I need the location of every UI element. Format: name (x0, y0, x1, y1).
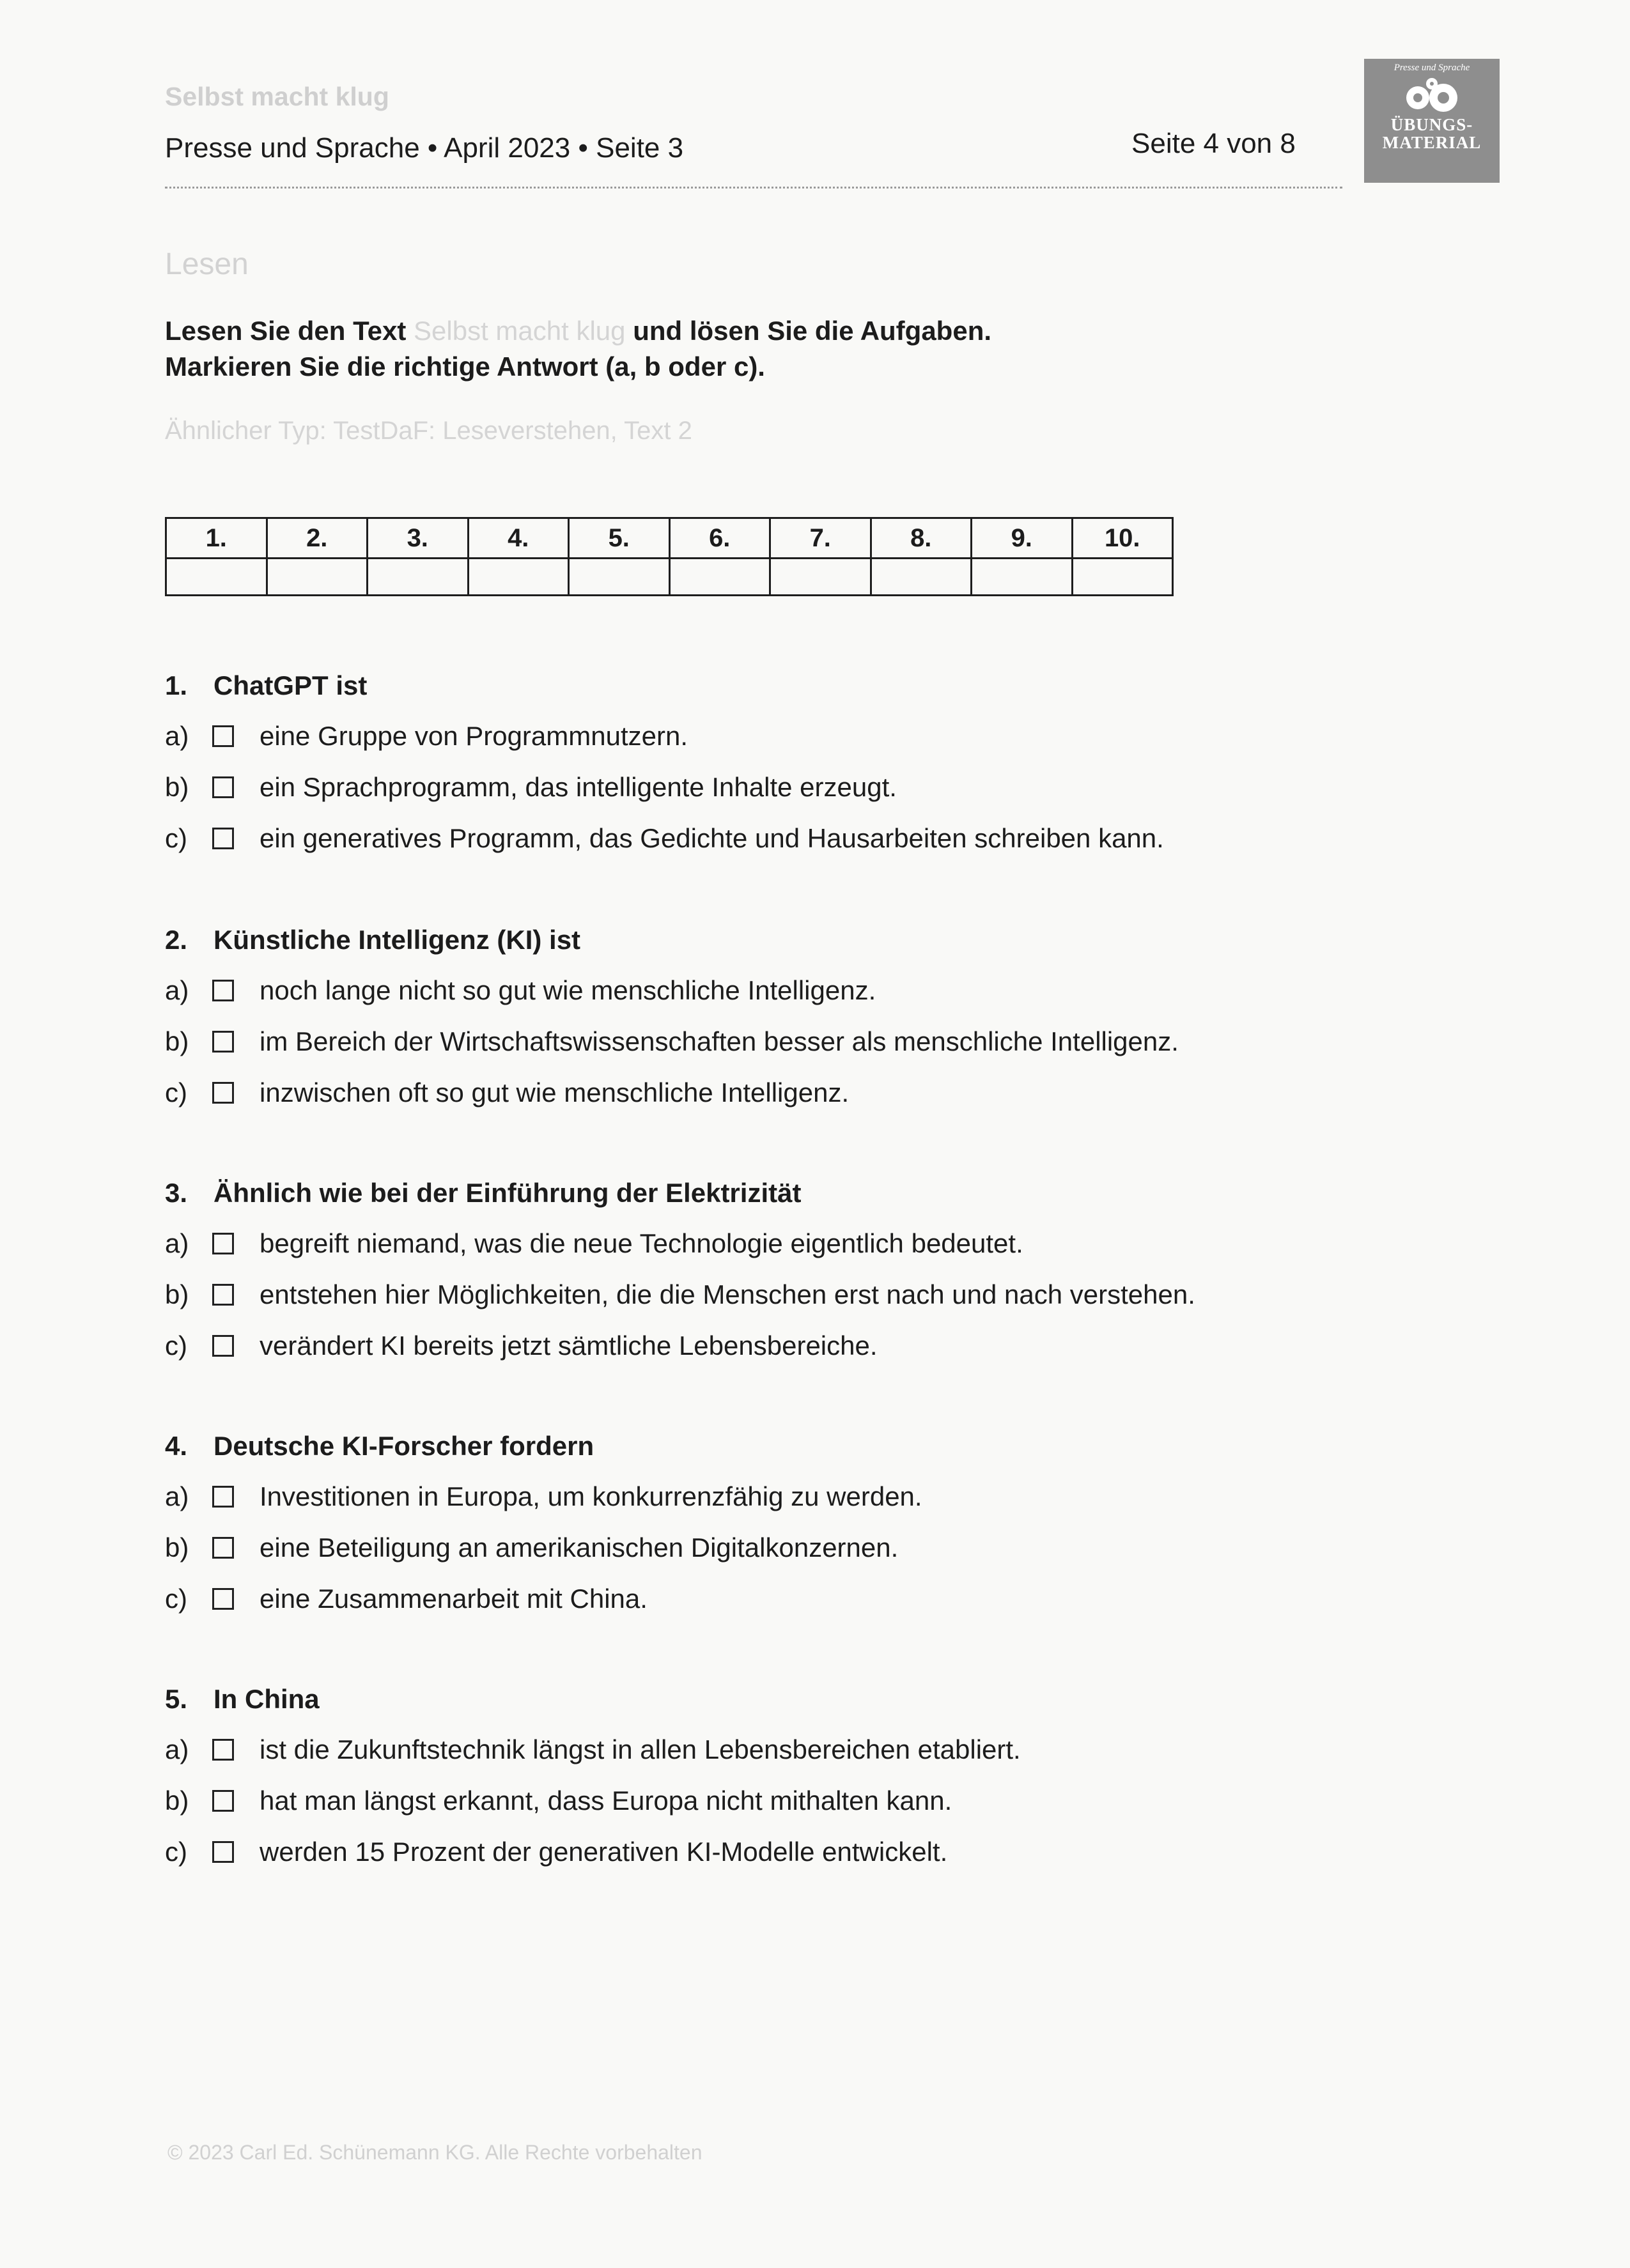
answer-option[interactable] (165, 711, 1379, 762)
option-text: Investitionen in Europa, um konkurrenzfähig zu werden. (260, 1481, 922, 1511)
option-checkbox[interactable] (212, 1841, 234, 1863)
option-checkbox[interactable] (212, 725, 234, 747)
instructions (165, 313, 991, 385)
answer-grid-header: 6. (669, 518, 770, 559)
question-text: In China (213, 1684, 320, 1714)
answer-grid-header: 2. (267, 518, 368, 559)
option-checkbox[interactable] (212, 776, 234, 798)
question-number: 2. (165, 925, 188, 955)
answer-grid-header: 8. (871, 518, 972, 559)
answer-grid-header: 5. (569, 518, 670, 559)
option-text: noch lange nicht so gut wie menschliche Intelligenz. (260, 975, 876, 1005)
answer-cell[interactable] (267, 559, 368, 596)
answer-option[interactable] (165, 1775, 1379, 1826)
option-checkbox[interactable] (212, 1486, 234, 1508)
page-number: Seite 4 von 8 (1131, 128, 1296, 159)
option-letter: b) (165, 1532, 189, 1562)
answer-option[interactable] (165, 1724, 1379, 1775)
question-title (165, 1168, 1379, 1218)
option-checkbox[interactable] (212, 1739, 234, 1761)
option-letter: b) (165, 1786, 189, 1816)
question-title (165, 1421, 1379, 1471)
answer-option[interactable] (165, 1522, 1379, 1573)
option-letter: c) (165, 1077, 187, 1107)
badge-top-text: Presse und Sprache (1393, 63, 1470, 73)
instruction-line2: Markieren Sie die richtige Antwort (a, b oder c). (165, 351, 765, 382)
option-text: im Bereich der Wirtschaftswissenschaften besser als menschliche Intelligenz. (260, 1026, 1179, 1056)
question-5 (165, 1674, 1379, 1878)
question-number: 1. (165, 670, 188, 700)
kicker-title: Selbst macht klug (165, 82, 389, 111)
answer-grid-header: 4. (468, 518, 569, 559)
material-badge (1364, 59, 1500, 183)
answer-option[interactable] (165, 1016, 1379, 1067)
answer-option[interactable] (165, 1269, 1379, 1320)
answer-cell[interactable] (166, 559, 267, 596)
option-checkbox[interactable] (212, 980, 234, 1001)
answer-option[interactable] (165, 965, 1379, 1016)
question-1 (165, 661, 1379, 864)
answer-option[interactable] (165, 1067, 1379, 1118)
question-4 (165, 1421, 1379, 1624)
question-text: Künstliche Intelligenz (KI) ist (213, 925, 581, 955)
option-text: begreift niemand, was die neue Technologie eigentlich bedeutet. (260, 1228, 1023, 1258)
option-checkbox[interactable] (212, 1284, 234, 1306)
answer-cell[interactable] (871, 559, 972, 596)
answer-grid-header-row (166, 518, 1173, 559)
option-checkbox[interactable] (212, 1588, 234, 1610)
section-title: Lesen (165, 247, 249, 281)
answer-option[interactable] (165, 1826, 1379, 1878)
option-letter: a) (165, 975, 189, 1005)
answer-cell[interactable] (1072, 559, 1173, 596)
gears-icon (1393, 76, 1470, 116)
answer-cell[interactable] (770, 559, 871, 596)
option-letter: b) (165, 772, 189, 802)
question-text: ChatGPT ist (213, 670, 368, 700)
question-title (165, 915, 1379, 965)
answer-cell[interactable] (569, 559, 670, 596)
option-text: ein Sprachprogramm, das intelligente Inhalte erzeugt. (260, 772, 897, 802)
answer-cell[interactable] (972, 559, 1073, 596)
option-letter: a) (165, 1228, 189, 1258)
question-2 (165, 915, 1379, 1118)
option-text: eine Zusammenarbeit mit China. (260, 1584, 648, 1614)
instruction-prefix: Lesen Sie den Text (165, 316, 407, 346)
answer-grid-header: 10. (1072, 518, 1173, 559)
option-letter: a) (165, 1481, 189, 1511)
answer-grid-header: 7. (770, 518, 871, 559)
option-letter: a) (165, 1734, 189, 1764)
instruction-suffix: und lösen Sie die Aufgaben. (633, 316, 992, 346)
instruction-text-title: Selbst macht klug (414, 316, 626, 346)
question-text: Ähnlich wie bei der Einführung der Elektrizität (213, 1178, 802, 1208)
question-number: 5. (165, 1684, 188, 1714)
option-text: werden 15 Prozent der generativen KI-Modelle entwickelt. (260, 1837, 948, 1867)
answer-option[interactable] (165, 1573, 1379, 1624)
option-letter: c) (165, 1837, 187, 1867)
option-letter: c) (165, 1331, 187, 1361)
option-text: inzwischen oft so gut wie menschliche Intelligenz. (260, 1077, 850, 1107)
option-checkbox[interactable] (212, 1335, 234, 1357)
similar-type-note: Ähnlicher Typ: TestDaF: Leseverstehen, Text 2 (165, 417, 692, 445)
option-text: hat man längst erkannt, dass Europa nicht mithalten kann. (260, 1786, 952, 1816)
answer-grid-header: 9. (972, 518, 1073, 559)
option-text: eine Beteiligung an amerikanischen Digitalkonzernen. (260, 1532, 899, 1562)
option-letter: a) (165, 721, 189, 751)
option-text: ist die Zukunftstechnik längst in allen Lebensbereichen etabliert. (260, 1734, 1021, 1764)
answer-option[interactable] (165, 1471, 1379, 1522)
answer-grid-header: 1. (166, 518, 267, 559)
option-checkbox[interactable] (212, 1790, 234, 1812)
answer-cell[interactable] (368, 559, 469, 596)
option-text: ein generatives Programm, das Gedichte und Hausarbeiten schreiben kann. (260, 823, 1164, 853)
header-divider (165, 187, 1342, 189)
answer-grid-header: 3. (368, 518, 469, 559)
option-text: verändert KI bereits jetzt sämtliche Lebensbereiche. (260, 1331, 878, 1361)
answer-cell[interactable] (669, 559, 770, 596)
question-title (165, 1674, 1379, 1724)
question-number: 4. (165, 1431, 188, 1461)
question-text: Deutsche KI-Forscher fordern (213, 1431, 594, 1461)
answer-grid (165, 517, 1174, 596)
option-checkbox[interactable] (212, 1031, 234, 1053)
option-letter: b) (165, 1279, 189, 1309)
option-checkbox[interactable] (212, 828, 234, 849)
option-checkbox[interactable] (212, 1233, 234, 1254)
question-number: 3. (165, 1178, 188, 1208)
badge-label-line1: ÜBUNGS- (1390, 115, 1473, 134)
option-checkbox[interactable] (212, 1082, 234, 1104)
publication-headline: Presse und Sprache • April 2023 • Seite 3 (165, 132, 684, 164)
option-text: eine Gruppe von Programmnutzern. (260, 721, 688, 751)
question-title (165, 661, 1379, 711)
answer-option[interactable] (165, 762, 1379, 813)
badge-label-line2: MATERIAL (1382, 133, 1482, 152)
option-letter: b) (165, 1026, 189, 1056)
option-checkbox[interactable] (212, 1537, 234, 1559)
option-letter: c) (165, 823, 187, 853)
answer-cell[interactable] (468, 559, 569, 596)
answer-option[interactable] (165, 1320, 1379, 1371)
answer-option[interactable] (165, 813, 1379, 864)
answer-option[interactable] (165, 1218, 1379, 1269)
option-text: entstehen hier Möglichkeiten, die die Menschen erst nach und nach verstehen. (260, 1279, 1195, 1309)
answer-grid-answer-row (166, 559, 1173, 596)
question-3 (165, 1168, 1379, 1371)
copyright-notice: © 2023 Carl Ed. Schünemann KG. Alle Rechte vorbehalten (167, 2141, 702, 2164)
option-letter: c) (165, 1584, 187, 1614)
